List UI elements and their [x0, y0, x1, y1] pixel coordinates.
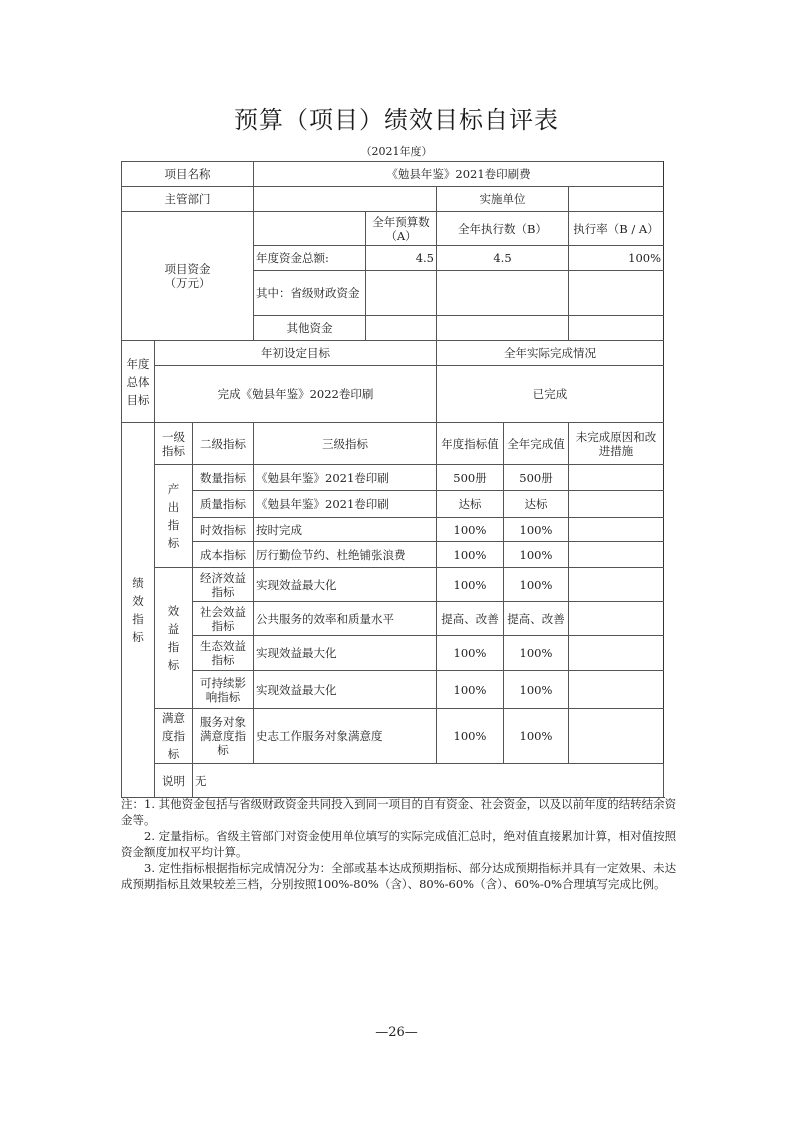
level1-benefit: [155, 568, 193, 709]
target-cell: 100%: [437, 518, 504, 542]
level2-cell: 经济效益指标: [193, 568, 254, 602]
goal-value-row: [122, 366, 664, 423]
header-level2: 二级指标: [193, 423, 254, 465]
header-reason: 未完成原因和改进措施: [569, 423, 664, 465]
dept-row: [122, 187, 664, 212]
project-name-label: 项目名称: [122, 162, 254, 187]
goal-actual-header: 全年实际完成情况: [437, 341, 664, 366]
goal-set-value: 完成《勉县年鉴》2022卷印刷: [155, 366, 437, 423]
target-cell: 100%: [437, 542, 504, 568]
funds-label: [122, 212, 254, 341]
reason-cell: [569, 568, 664, 602]
remarks-row: [122, 764, 664, 798]
actual-cell: 提高、改善: [504, 602, 569, 636]
header-actual: 全年完成值: [504, 423, 569, 465]
level2-cell: 时效指标: [193, 518, 254, 542]
funds-header-blank: [254, 212, 366, 246]
level1-satisfaction: [155, 709, 193, 764]
funds-label-line1: 项目资金: [164, 262, 211, 276]
page-subtitle: （2021年度）: [360, 145, 433, 158]
actual-cell: 达标: [504, 491, 569, 518]
target-cell: 100%: [437, 568, 504, 602]
level3-cell: 史志工作服务对象满意度: [254, 709, 437, 764]
indicator-row: [122, 568, 664, 602]
unit-value: [569, 187, 664, 212]
level3-cell: 按时完成: [254, 518, 437, 542]
reason-cell: [569, 602, 664, 636]
level2-cell: 服务对象满意度指标: [193, 709, 254, 764]
target-cell: 500册: [437, 465, 504, 491]
note-2: 2. 定量指标。省级主管部门对资金使用单位填写的实际完成值汇总时，绝对值直接累加计算，相对值按照资金额度加权平均计算。: [121, 829, 677, 859]
funds-row-budget: [366, 271, 437, 316]
goal-actual-value: 已完成: [437, 366, 664, 423]
header-target: 年度指标值: [437, 423, 504, 465]
funds-row-rate: [569, 271, 664, 316]
level2-cell: 质量指标: [193, 491, 254, 518]
indicator-row: [122, 602, 664, 636]
funds-row-executed: [437, 271, 569, 316]
actual-cell: 100%: [504, 636, 569, 671]
target-cell: 100%: [437, 671, 504, 709]
note-1: 注：1. 其他资金包括与省级财政资金共同投入到同一项目的自有资金、社会资金，以及以前年度的结转结余资金等。: [121, 797, 677, 827]
indicator-row: [122, 542, 664, 568]
indicator-row: [122, 518, 664, 542]
project-name-value: 《勉县年鉴》2021卷印刷费: [254, 162, 664, 187]
funds-row-label: 年度资金总额:: [254, 246, 366, 271]
reason-cell: [569, 709, 664, 764]
level3-cell: 实现效益最大化: [254, 671, 437, 709]
goal-header-row: [122, 341, 664, 366]
target-cell: 100%: [437, 709, 504, 764]
target-cell: 达标: [437, 491, 504, 518]
reason-cell: [569, 542, 664, 568]
actual-cell: 100%: [504, 671, 569, 709]
funds-header-budget: 全年预算数（A）: [366, 212, 437, 246]
target-cell: 提高、改善: [437, 602, 504, 636]
funds-label-line2: （万元）: [164, 276, 211, 290]
remarks-value: 无: [193, 764, 664, 798]
level1-output: [155, 465, 193, 568]
actual-cell: 100%: [504, 518, 569, 542]
reason-cell: [569, 518, 664, 542]
level3-cell: 《勉县年鉴》2021卷印刷: [254, 491, 437, 518]
funds-header-rate: 执行率（B / A）: [569, 212, 664, 246]
goal-label-text: 年度总体目标: [126, 356, 150, 407]
funds-row-executed: 4.5: [437, 246, 569, 271]
reason-cell: [569, 491, 664, 518]
remarks-label: 说明: [155, 764, 193, 798]
evaluation-table: [121, 161, 664, 798]
indicator-row: [122, 671, 664, 709]
funds-row-budget: [366, 316, 437, 341]
funds-header-executed: 全年执行数（B）: [437, 212, 569, 246]
funds-row-rate: [569, 316, 664, 341]
level2-cell: 成本指标: [193, 542, 254, 568]
level2-cell: 数量指标: [193, 465, 254, 491]
unit-label: 实施单位: [437, 187, 569, 212]
dept-label: 主管部门: [122, 187, 254, 212]
dept-value: [254, 187, 437, 212]
level2-cell: 生态效益指标: [193, 636, 254, 671]
reason-cell: [569, 671, 664, 709]
goal-set-header: 年初设定目标: [155, 341, 437, 366]
funds-row-executed: [437, 316, 569, 341]
funds-header-row: [122, 212, 664, 246]
indicators-header-row: [122, 423, 664, 465]
level1-benefit-text: 效益指标: [167, 604, 180, 672]
funds-row-rate: 100%: [569, 246, 664, 271]
level1-satisfaction-text: 满意度指标: [162, 711, 185, 761]
header-level1-text: 一级指标: [162, 429, 185, 458]
header-level3: 三级指标: [254, 423, 437, 465]
indicator-row: [122, 636, 664, 671]
level3-cell: 实现效益最大化: [254, 636, 437, 671]
funds-row-label: 其他资金: [254, 316, 366, 341]
reason-cell: [569, 636, 664, 671]
level2-cell: 可持续影响指标: [193, 671, 254, 709]
level3-cell: 公共服务的效率和质量水平: [254, 602, 437, 636]
goal-label: [122, 341, 155, 423]
notes: [121, 796, 681, 892]
page-title: 预算（项目）绩效目标自评表: [234, 106, 559, 134]
indicators-label-text: 绩效指标: [132, 576, 144, 644]
page-number: —26—: [375, 1025, 418, 1040]
funds-row-label: 其中：省级财政资金: [254, 271, 366, 316]
level2-cell: 社会效益指标: [193, 602, 254, 636]
header-level1: [155, 423, 193, 465]
actual-cell: 100%: [504, 542, 569, 568]
project-name-row: [122, 162, 664, 187]
indicator-row: [122, 709, 664, 764]
indicator-row: [122, 491, 664, 518]
note-3: 3. 定性指标根据指标完成情况分为：全部或基本达成预期指标、部分达成预期指标并具有一定效果、未达成预期指标且效果较差三档，分别按照100%-80%（含）、80%-60%（含）、60%-0%合理填写完成比例。: [121, 861, 677, 891]
level3-cell: 《勉县年鉴》2021卷印刷: [254, 465, 437, 491]
target-cell: 100%: [437, 636, 504, 671]
reason-cell: [569, 465, 664, 491]
indicators-label: [122, 423, 155, 798]
funds-row-budget: 4.5: [366, 246, 437, 271]
actual-cell: 500册: [504, 465, 569, 491]
indicator-row: [122, 465, 664, 491]
level3-cell: 实现效益最大化: [254, 568, 437, 602]
level1-output-text: 产出指标: [167, 482, 180, 550]
level3-cell: 厉行勤俭节约、杜绝铺张浪费: [254, 542, 437, 568]
actual-cell: 100%: [504, 709, 569, 764]
actual-cell: 100%: [504, 568, 569, 602]
